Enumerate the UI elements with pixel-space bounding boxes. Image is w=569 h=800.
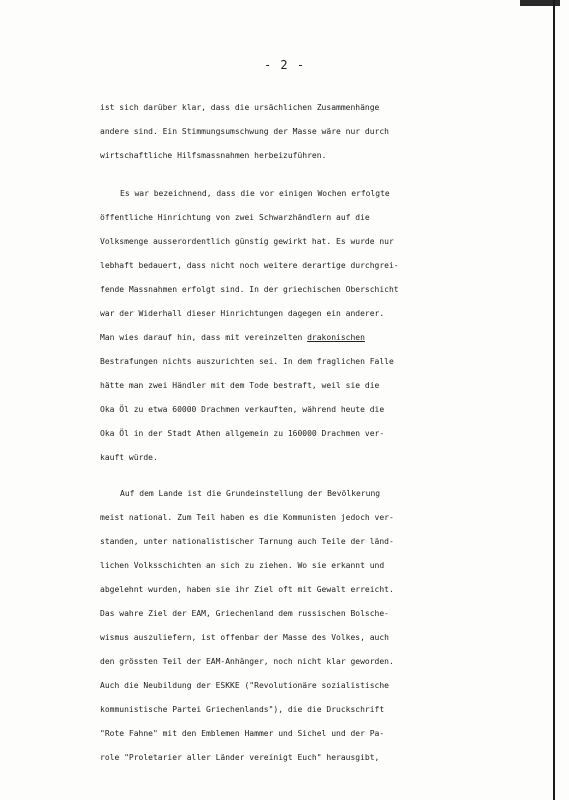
text-line: wirtschaftliche Hilfsmassnahmen herbeizuführen. [100,151,327,160]
text-line: lichen Volksschichten an sich zu ziehen. Wo sie erkannt und [100,561,385,570]
text-line: Auf dem Lande ist die Grundeinstellung der Bevölkerung [120,489,381,498]
text-line: war der Widerhall dieser Hinrichtungen dagegen ein anderer. [100,309,385,318]
text-line: wismus auszuliefern, ist offenbar der Masse des Volkes, auch [100,633,389,642]
text-line: role "Proletarier aller Länder vereinigt Euch" herausgibt, [100,753,380,762]
text-line: Oka Öl in der Stadt Athen allgemein zu 160000 Drachmen ver- [100,429,385,438]
underlined-word: drakonischen [307,333,365,342]
text-line: standen, unter nationalistischer Tarnung auch Teile der länd- [100,537,394,546]
text-line: Oka Öl zu etwa 60000 Drachmen verkauften, während heute die [100,405,385,414]
text-line: Auch die Neubildung der ESKKE ("Revolutionäre sozialistische [100,681,389,690]
text-line: meist national. Zum Teil haben es die Kommunisten jedoch ver- [100,513,394,522]
text-line: andere sind. Ein Stimmungsumschwung der Masse wäre nur durch [100,127,389,136]
text-line: Volksmenge ausserordentlich günstig gewirkt hat. Es wurde nur [100,237,394,246]
text-line: "Rote Fahne" mit den Emblemen Hammer und Sichel und der Pa- [100,729,385,738]
text-line: kauft würde. [100,453,158,462]
text-line: lebhaft bedauert, dass nicht noch weitere derartige durchgrei- [100,261,399,270]
text-line: kommunistische Partei Griechenlands"), die die Druckschrift [100,705,385,714]
text-line: Es war bezeichnend, dass die vor einigen Wochen erfolgte [120,189,390,198]
text-line: abgelehnt wurden, haben sie ihr Ziel oft mit Gewalt erreicht. [100,585,394,594]
text-line-part: Man wies darauf hin, dass mit vereinzelten [100,333,308,342]
text-line: öffentliche Hinrichtung von zwei Schwarzhändlern auf die [100,213,370,222]
text-line: Das wahre Ziel der EAM, Griechenland dem russischen Bolsche- [100,609,389,618]
text-line: den grössten Teil der EAM-Anhänger, noch nicht klar geworden. [100,657,394,666]
text-line: ist sich darüber klar, dass die ursächlichen Zusammenhänge [100,103,380,112]
page-number: - 2 - [263,58,306,72]
text-line: Bestrafungen nichts auszurichten sei. In dem fraglichen Falle [100,357,394,366]
text-line [0,330,569,346]
text-line: fende Massnahmen erfolgt sind. In der griechischen Oberschicht [100,285,399,294]
text-line: hätte man zwei Händler mit dem Tode bestraft, weil sie die [100,381,380,390]
